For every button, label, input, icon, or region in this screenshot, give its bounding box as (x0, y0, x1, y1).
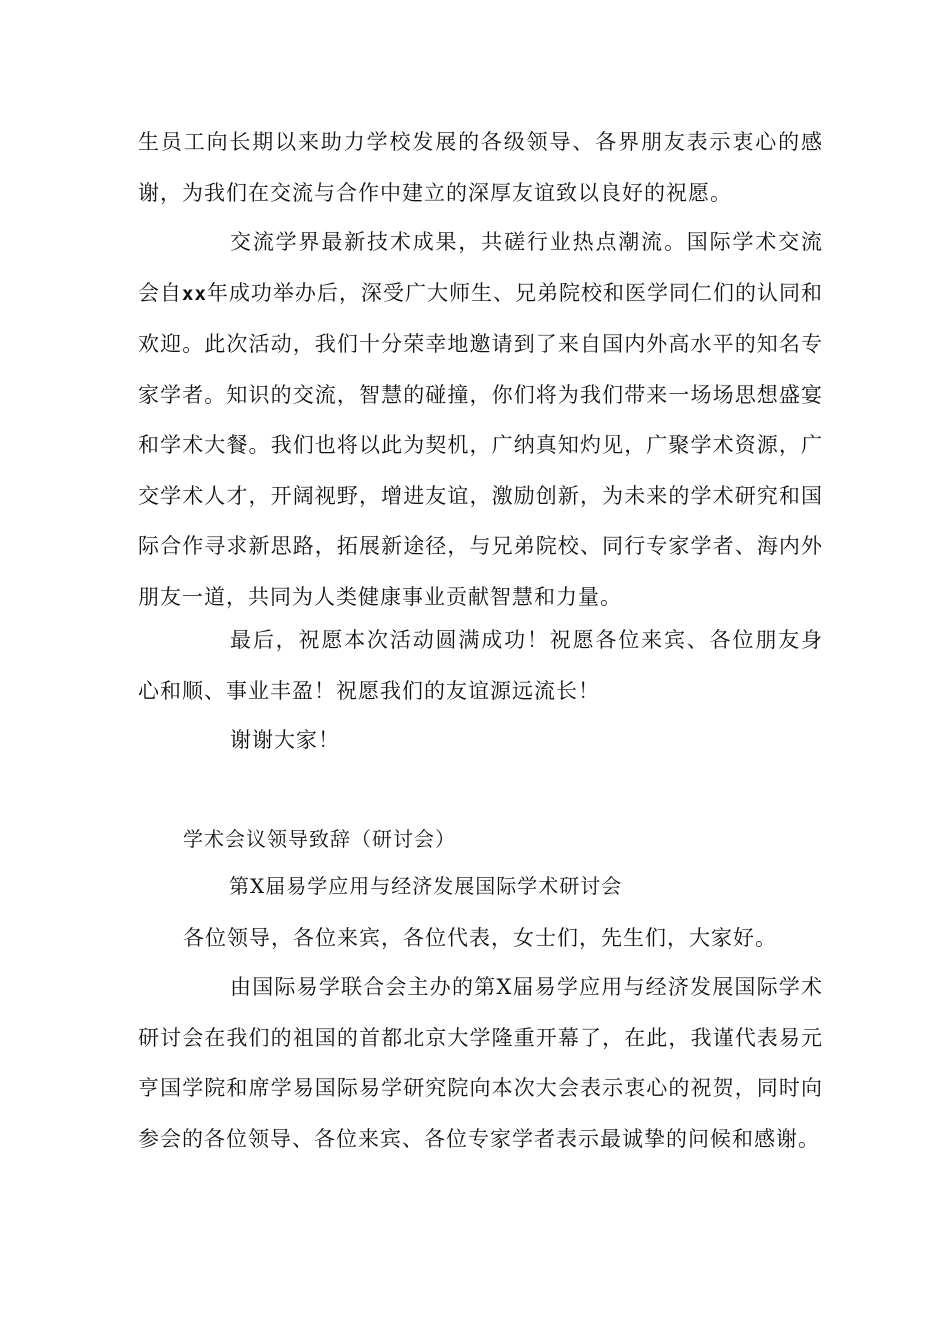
paragraph-opening: 由国际易学联合会主办的第X届易学应用与经济发展国际学术研讨会在我们的祖国的首都北京大学隆重开幕了，在此，我谨代表易元亨国学院和席学易国际易学研究院向本次大会表示衷心的祝贺，同时向参会的各位领导、各位来宾、各位专家学者表示最诚挚的问候和感谢。 (138, 975, 823, 1151)
conference-title: 第X届易学应用与经济发展国际学术研讨会 (229, 874, 623, 898)
paragraph-exchange-text-2: 年成功举办后，深受广大师生、兄弟院校和医学同仁们的认同和欢迎。此次活动，我们十分荣幸地邀请到了来自国内外高水平的知名专家学者。知识的交流，智慧的碰撞，你们将为我们带来一场场思想盛宴和学术大餐。我们也将以此为契机，广纳真知灼见，广聚学术资源，广交学术人才，开阔视野，增进友谊，激励创新，为未来的学术研究和国际合作寻求新思路，拓展新途径，与兄弟院校、同行专家学者、海内外朋友一道，共同为人类健康事业贡献智慧和力量。 (138, 280, 824, 609)
greeting-line: 各位领导，各位来宾，各位代表，女士们，先生们，大家好。 (183, 926, 777, 950)
paragraph-exchange (138, 217, 823, 622)
paragraph-exchange-text-1: 交流学界最新技术成果，共磋行业热点潮流。国际学术交流会自 (138, 230, 823, 305)
paragraph-continuation: 生员工向长期以来助力学校发展的各级领导、各界朋友表示衷心的感谢，为我们在交流与合作中建立的深厚友谊致以良好的祝愿。 (138, 130, 823, 205)
section-title: 学术会议领导致辞（研讨会） (183, 827, 456, 851)
paragraph-closing: 最后，祝愿本次活动圆满成功！祝愿各位来宾、各位朋友身心和顺、事业丰盈！祝愿我们的友谊源远流长！ (138, 628, 823, 703)
paragraph-exchange-xx: xx (182, 282, 207, 305)
paragraph-thanks: 谢谢大家！ (230, 728, 340, 752)
